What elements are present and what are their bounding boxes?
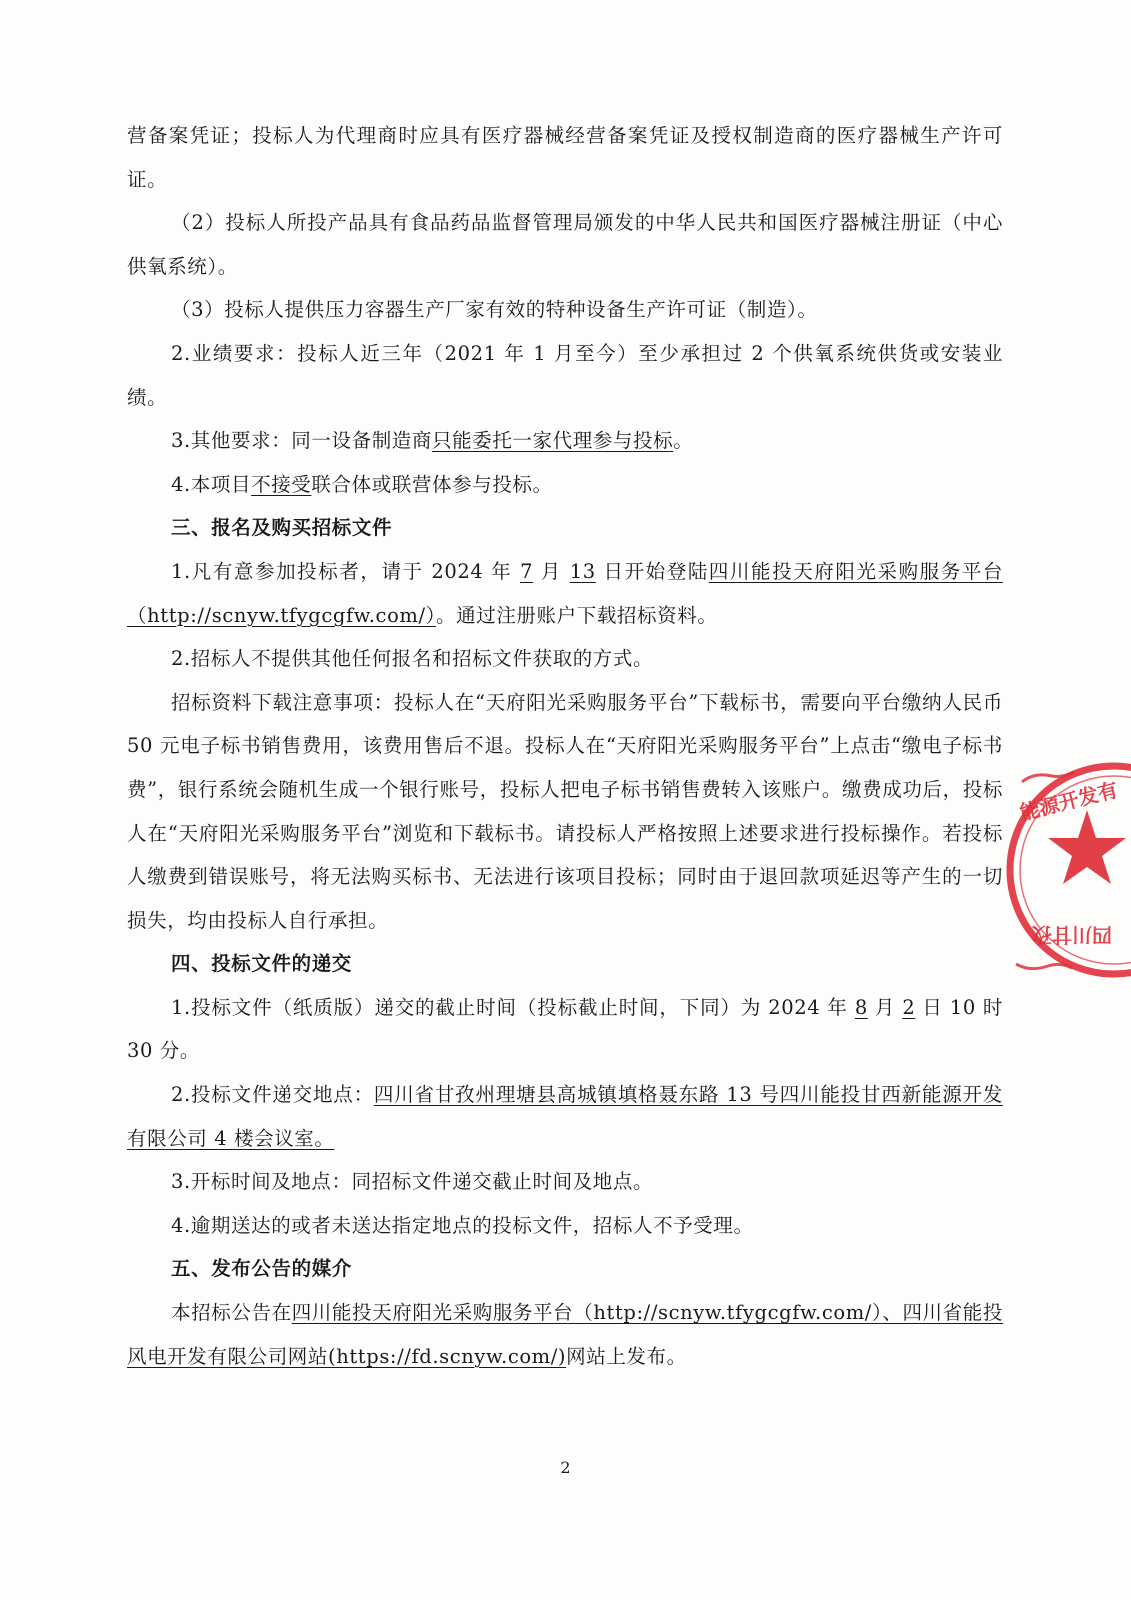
- paragraph: （3）投标人提供压力容器生产厂家有效的特种设备生产许可证（制造）。: [171, 298, 818, 322]
- section-heading: 五、发布公告的媒介: [171, 1257, 352, 1281]
- official-seal: [1002, 752, 1131, 992]
- paragraph: 4.逾期送达的或者未送达指定地点的投标文件，招标人不予受理。: [171, 1213, 754, 1237]
- section-heading: 三、报名及购买招标文件: [171, 516, 393, 540]
- underlined-text: 四川能投天府阳光采购服务平台（http://scnyw.tfygcgfw.com/）、四川省能投风电开发有限公司网站(https://fd.scnyw.com/): [127, 1301, 1003, 1368]
- text-run: 日 10 时 30 分。: [127, 995, 1004, 1063]
- text-run: 月: [533, 559, 570, 583]
- underlined-text: 7: [520, 559, 534, 583]
- underlined-text: 8: [854, 995, 868, 1019]
- underlined-text: 13: [569, 559, 596, 583]
- seal-stamp-icon: [1002, 752, 1131, 992]
- text-run: 1.投标文件（纸质版）递交的截止时间（投标截止时间，下同）为 2024 年: [171, 995, 855, 1019]
- text-run: 网站上发布。: [566, 1344, 687, 1368]
- paragraph: 3.开标时间及地点：同招标文件递交截止时间及地点。: [171, 1170, 654, 1194]
- underlined-text: 不接受: [251, 472, 312, 496]
- paragraph: [127, 419, 1003, 463]
- platform-link-text: 四川能投天府阳光采购服务平台（http://scnyw.tfygcgfw.com/）: [127, 559, 1004, 627]
- text-run: 4.本项目: [171, 472, 252, 496]
- section-heading: 四、投标文件的递交: [171, 952, 352, 976]
- text-run: 1.凡有意参加投标者，请于 2024 年: [171, 559, 521, 583]
- text-run: 3.其他要求：同一设备制造商: [171, 429, 433, 453]
- text-run: 联合体或联营体参与投标。: [311, 472, 553, 496]
- text-run: 。通过注册账户下载招标资料。: [436, 603, 718, 627]
- paragraph: 2.招标人不提供其他任何报名和招标文件获取的方式。: [171, 647, 654, 671]
- paragraph: [127, 1291, 1003, 1378]
- underlined-text: 四川省甘孜州理塘县高城镇填格聂东路 13 号四川能投甘西新能源开发有限公司 4 楼会议室。: [127, 1083, 1003, 1150]
- paragraph: 2.业绩要求：投标人近三年（2021 年 1 月至今）至少承担过 2 个供氧系统供货或安装业绩。: [127, 341, 1003, 409]
- text-run: 月: [867, 995, 903, 1019]
- text-run: 。: [673, 429, 694, 453]
- paragraph: [127, 986, 1003, 1073]
- text-run: 2.投标文件递交地点：: [171, 1083, 374, 1107]
- paragraph: [127, 550, 1003, 637]
- page-number: 2: [560, 1458, 571, 1477]
- paragraph: 营备案凭证；投标人为代理商时应具有医疗器械经营备案凭证及授权制造商的医疗器械生产许可证。: [127, 124, 1003, 191]
- document-body: [127, 114, 1003, 1378]
- text-run: 日开始登陆: [595, 559, 709, 583]
- text-run: 本招标公告在: [171, 1301, 292, 1325]
- seal-text-bottom: 四川甘孜: [1032, 923, 1112, 947]
- underlined-text: 2: [902, 995, 916, 1019]
- paragraph: （2）投标人所投产品具有食品药品监督管理局颁发的中华人民共和国医疗器械注册证（中心供氧系统）。: [127, 211, 1003, 278]
- paragraph: [127, 1073, 1003, 1160]
- paragraph: 招标资料下载注意事项：投标人在“天府阳光采购服务平台”下载标书，需要向平台缴纳人民币 50 元电子标书销售费用，该费用售后不退。投标人在“天府阳光采购服务平台”上点击“缴电子标书费”，银行系统会随机生成一个银行账号，投标人把电子标书销售费转入该账户。缴费成功后，投标人在“天府阳光采购服务平台”浏览和下载标书。请投标人严格按照上述要求进行投标操作。若投标人缴费到错误账号，将无法购买标书、无法进行该项目投标；同时由于退回款项延迟等产生的一切损失，均由投标人自行承担。: [127, 690, 1003, 932]
- seal-star-icon: [1048, 810, 1126, 884]
- paragraph: [127, 463, 1003, 507]
- seal-text-top: 能源开发有: [1017, 777, 1121, 825]
- underlined-text: 只能委托一家代理参与投标: [432, 429, 674, 453]
